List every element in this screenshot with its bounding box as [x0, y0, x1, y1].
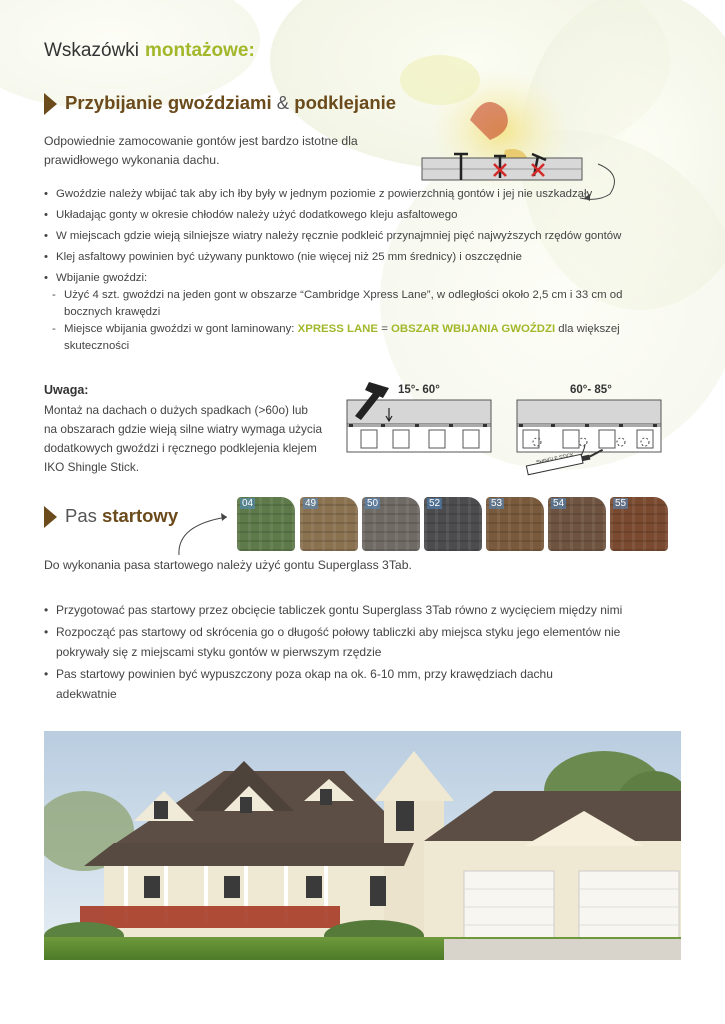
xpress-lane-highlight: XPRESS LANE	[297, 323, 379, 335]
curved-arrow-icon	[175, 505, 235, 557]
title-main: Wskazówki	[44, 40, 140, 61]
starter-bullets	[44, 600, 674, 706]
page-title	[44, 40, 255, 62]
swatch-55[interactable]	[610, 497, 668, 551]
title-accent: montażowe:	[145, 40, 255, 61]
heading-amp: &	[276, 92, 290, 113]
swatch-number: 50	[367, 498, 379, 509]
swatch-53[interactable]	[486, 497, 544, 551]
sub2-post: dla większej skuteczności	[64, 323, 620, 352]
list-item: • W miejscach gdzie wieją silniejsze wiatry należy ręcznie podkleić przynajmniej pięć najwyższych rzędów gontów	[44, 228, 684, 245]
swatch-50[interactable]	[362, 497, 420, 551]
list-item: • Rozpocząć pas startowy od skrócenia go o długość połowy tabliczki aby miejsca styku jego elementów nie pokrywały się z miejscami styku gontów w pierwszym rzędzie	[44, 622, 626, 662]
shingle-stick-label: SHINGLE STICK	[535, 452, 575, 466]
note-text: Montaż na dachach o dużych spadkach (>60o) lub na obszarach gdzie wieją silne wiatry wymaga użycia dodatkowych gwoździ i ręcznego podklejenia klejem IKO Shingle Stick.	[44, 403, 323, 474]
sub2-pre: Miejsce wbijania gwoździ w gont laminowany:	[64, 323, 295, 335]
house-photo	[44, 731, 681, 960]
chevron-right-icon	[44, 93, 57, 115]
angle-label-2: 60°- 85°	[570, 384, 612, 396]
swatch-number: 53	[491, 498, 503, 509]
heading-startowy: startowy	[102, 505, 179, 526]
equals: =	[381, 323, 388, 335]
section1-intro: Odpowiednie zamocowanie gontów jest bardzo istotne dla prawidłowego wykonania dachu.	[44, 134, 358, 167]
swatch-49[interactable]	[300, 497, 358, 551]
swatch-54[interactable]	[548, 497, 606, 551]
section-nailing-heading	[44, 92, 396, 115]
sub-list-item	[44, 321, 624, 355]
list-item: • Pas startowy powinien być wypuszczony poza okap na ok. 6-10 mm, przy krawędziach dachu adekwatnie	[44, 664, 576, 704]
heading-part2: podklejanie	[294, 92, 397, 113]
nailing-bullets	[44, 186, 684, 355]
list-item: • Układając gonty w okresie chłodów należy użyć dodatkowego kleju asfaltowego	[44, 207, 684, 224]
list-item: • Klej asfaltowy powinien być używany punktowo (nie więcej niż 25 mm średnicy) i oszczędnie	[44, 249, 684, 266]
heading-part1: Przybijanie gwoździami	[65, 92, 272, 113]
nailing-area-highlight: OBSZAR WBIJANIA GWOŹDZI	[391, 323, 556, 335]
swatch-52[interactable]	[424, 497, 482, 551]
angle-label-1: 15°- 60°	[398, 384, 440, 396]
sub-list-item: - Użyć 4 szt. gwoździ na jeden gont w obszarze “Cambridge Xpress Lane”, w odległości około 2,5 cm i 33 cm od bocznych krawędzi	[44, 287, 624, 321]
section-starter-heading	[44, 505, 178, 528]
swatch-number: 54	[553, 498, 565, 509]
list-item: • Przygotować pas startowy przez obcięcie tabliczek gontu Superglass 3Tab równo z wycięciem między nimi	[44, 600, 674, 620]
note-title: Uwaga:	[44, 383, 89, 397]
swatch-number: 55	[615, 498, 627, 509]
swatch-number: 49	[305, 498, 317, 509]
heading-pas: Pas	[65, 505, 97, 526]
list-item: • Gwoździe należy wbijać tak aby ich łby były w jednym poziomie z powierzchnią gontów i jej nie uszkadzały	[44, 186, 684, 203]
list-item: • Wbijanie gwoździ:	[44, 270, 684, 287]
swatch-04[interactable]	[237, 497, 295, 551]
swatch-number: 04	[242, 498, 254, 509]
chevron-right-icon	[44, 506, 57, 528]
section2-intro: Do wykonania pasa startowego należy użyć gontu Superglass 3Tab.	[44, 558, 412, 572]
swatch-number: 52	[429, 498, 441, 509]
